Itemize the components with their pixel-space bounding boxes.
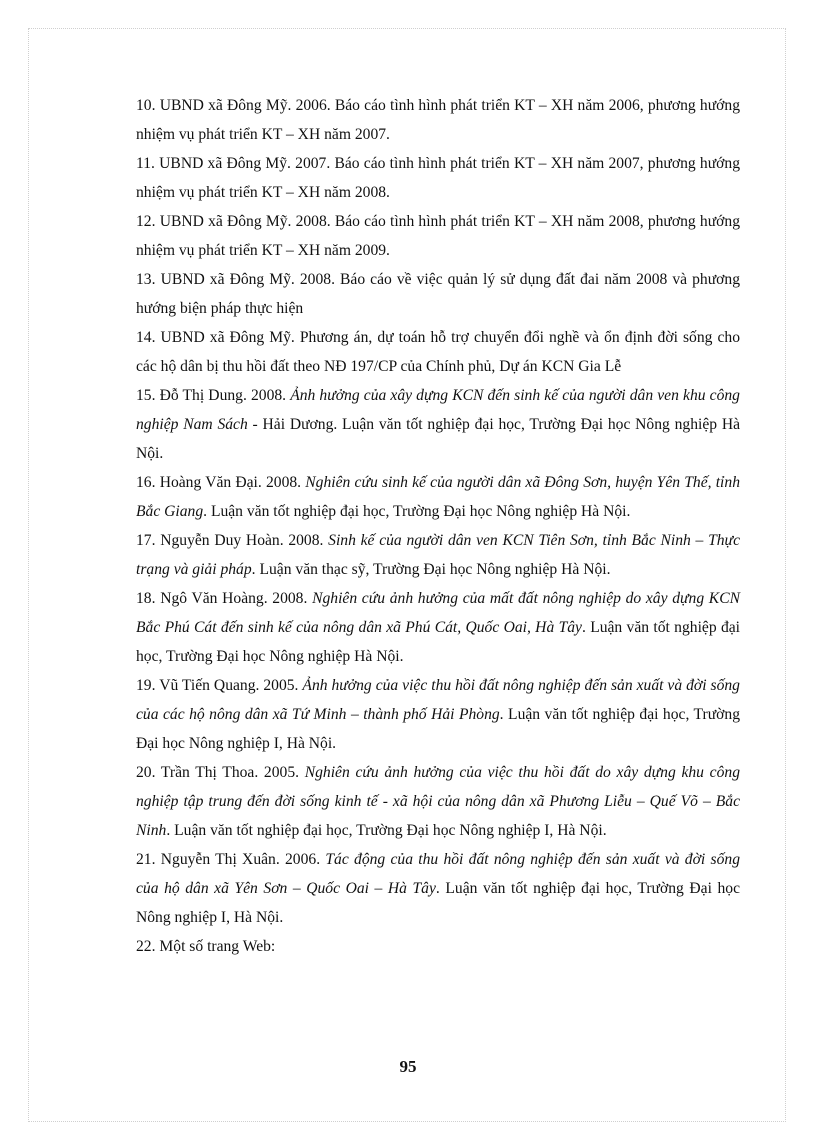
reference-number: 18. [136, 590, 156, 607]
reference-item [136, 932, 740, 961]
reference-source: - Hải Dương. Luận văn tốt nghiệp đại học, Trường Đại học Nông nghiệp Hà Nội. [136, 416, 741, 462]
reference-item [136, 468, 740, 526]
reference-item [136, 323, 740, 381]
reference-text: UBND xã Đông Mỹ. 2006. Báo cáo tình hình phát triển KT – XH năm 2006, phương hướng nhiệm vụ phát triển KT – XH năm 2007. [136, 97, 741, 143]
reference-item [136, 381, 740, 468]
reference-text: UBND xã Đông Mỹ. 2008. Báo cáo về việc quản lý sử dụng đất đai năm 2008 và phương hướng biện pháp thực hiện [136, 271, 740, 317]
reference-title: Nghiên cứu ảnh hưởng của việc thu hồi đất do xây dựng khu công nghiệp tập trung đến đời sống kinh tế - xã hội của nông dân xã Phương Liễu – Quế Võ – Bắc Ninh [136, 764, 740, 839]
reference-title: Nghiên cứu sinh kế của người dân xã Đông Sơn, huyện Yên Thế, tỉnh Bắc Giang [136, 474, 740, 520]
page-bottom-border [28, 1121, 786, 1122]
reference-author: Nguyễn Duy Hoàn. 2008. [160, 532, 329, 549]
reference-list [136, 91, 740, 961]
reference-text: UBND xã Đông Mỹ. Phương án, dự toán hỗ trợ chuyển đổi nghề và ổn định đời sống cho các hộ dân bị thu hồi đất theo NĐ 197/CP của Chính phủ, Dự án KCN Gia Lễ [136, 329, 740, 375]
reference-number: 16. [136, 474, 156, 491]
reference-author: Nguyễn Thị Xuân. 2006. [160, 851, 326, 868]
reference-item [136, 671, 740, 758]
page-number: 95 [399, 1057, 417, 1076]
reference-text: Một số trang Web: [159, 938, 276, 955]
reference-item [136, 265, 740, 323]
reference-number: 20. [136, 764, 156, 781]
reference-item [136, 758, 740, 845]
reference-number: 13. [136, 271, 156, 288]
reference-title: Ảnh hưởng của xây dựng KCN đến sinh kế của người dân ven khu công nghiệp Nam Sách [136, 387, 740, 433]
reference-number: 11. [136, 155, 155, 172]
reference-text: UBND xã Đông Mỹ. 2008. Báo cáo tình hình phát triển KT – XH năm 2008, phương hướng nhiệm vụ phát triển KT – XH năm 2009. [136, 213, 741, 259]
reference-item [136, 91, 740, 149]
reference-number: 12. [136, 213, 156, 230]
reference-title: Tác động của thu hồi đất nông nghiệp đến sản xuất và đời sống của hộ dân xã Yên Sơn – Quốc Oai – Hà Tây [136, 851, 740, 897]
reference-number: 22. [136, 938, 156, 955]
reference-number: 15. [136, 387, 156, 404]
reference-item [136, 149, 740, 207]
reference-title: Sinh kế của người dân ven KCN Tiên Sơn, tỉnh Bắc Ninh – Thực trạng và giải pháp [136, 532, 740, 578]
reference-title: Ảnh hưởng của việc thu hồi đất nông nghiệp đến sản xuất và đời sống của các hộ nông dân xã Tứ Minh – thành phố Hải Phòng [136, 677, 740, 723]
reference-author: Đỗ Thị Dung. 2008. [159, 387, 291, 404]
reference-source: . Luận văn tốt nghiệp đại học, Trường Đại học Nông nghiệp Hà Nội. [136, 619, 740, 665]
reference-item [136, 526, 740, 584]
reference-number: 21. [136, 851, 156, 868]
reference-source: . Luận văn tốt nghiệp đại học, Trường Đại học Nông nghiệp Hà Nội. [203, 503, 631, 520]
reference-title: Nghiên cứu ảnh hưởng của mất đất nông nghiệp do xây dựng KCN Bắc Phú Cát đến sinh kế của nông dân xã Phú Cát, Quốc Oai, Hà Tây [136, 590, 741, 636]
reference-item [136, 584, 740, 671]
reference-text: UBND xã Đông Mỹ. 2007. Báo cáo tình hình phát triển KT – XH năm 2007, phương hướng nhiệm vụ phát triển KT – XH năm 2008. [136, 155, 741, 201]
reference-item [136, 845, 740, 932]
reference-number: 10. [136, 97, 156, 114]
reference-source: . Luận văn tốt nghiệp đại học, Trường Đại học Nông nghiệp I, Hà Nội. [136, 706, 741, 752]
reference-number: 17. [136, 532, 156, 549]
reference-number: 14. [136, 329, 156, 346]
reference-item [136, 207, 740, 265]
reference-author: Ngô Văn Hoàng. 2008. [160, 590, 313, 607]
reference-source: . Luận văn tốt nghiệp đại học, Trường Đại học Nông nghiệp I, Hà Nội. [136, 880, 740, 926]
reference-author: Trần Thị Thoa. 2005. [160, 764, 305, 781]
reference-source: . Luận văn tốt nghiệp đại học, Trường Đại học Nông nghiệp I, Hà Nội. [166, 822, 607, 839]
reference-author: Vũ Tiến Quang. 2005. [159, 677, 303, 694]
reference-number: 19. [136, 677, 156, 694]
reference-source: . Luận văn thạc sỹ, Trường Đại học Nông nghiệp Hà Nội. [251, 561, 611, 578]
reference-author: Hoàng Văn Đại. 2008. [159, 474, 306, 491]
